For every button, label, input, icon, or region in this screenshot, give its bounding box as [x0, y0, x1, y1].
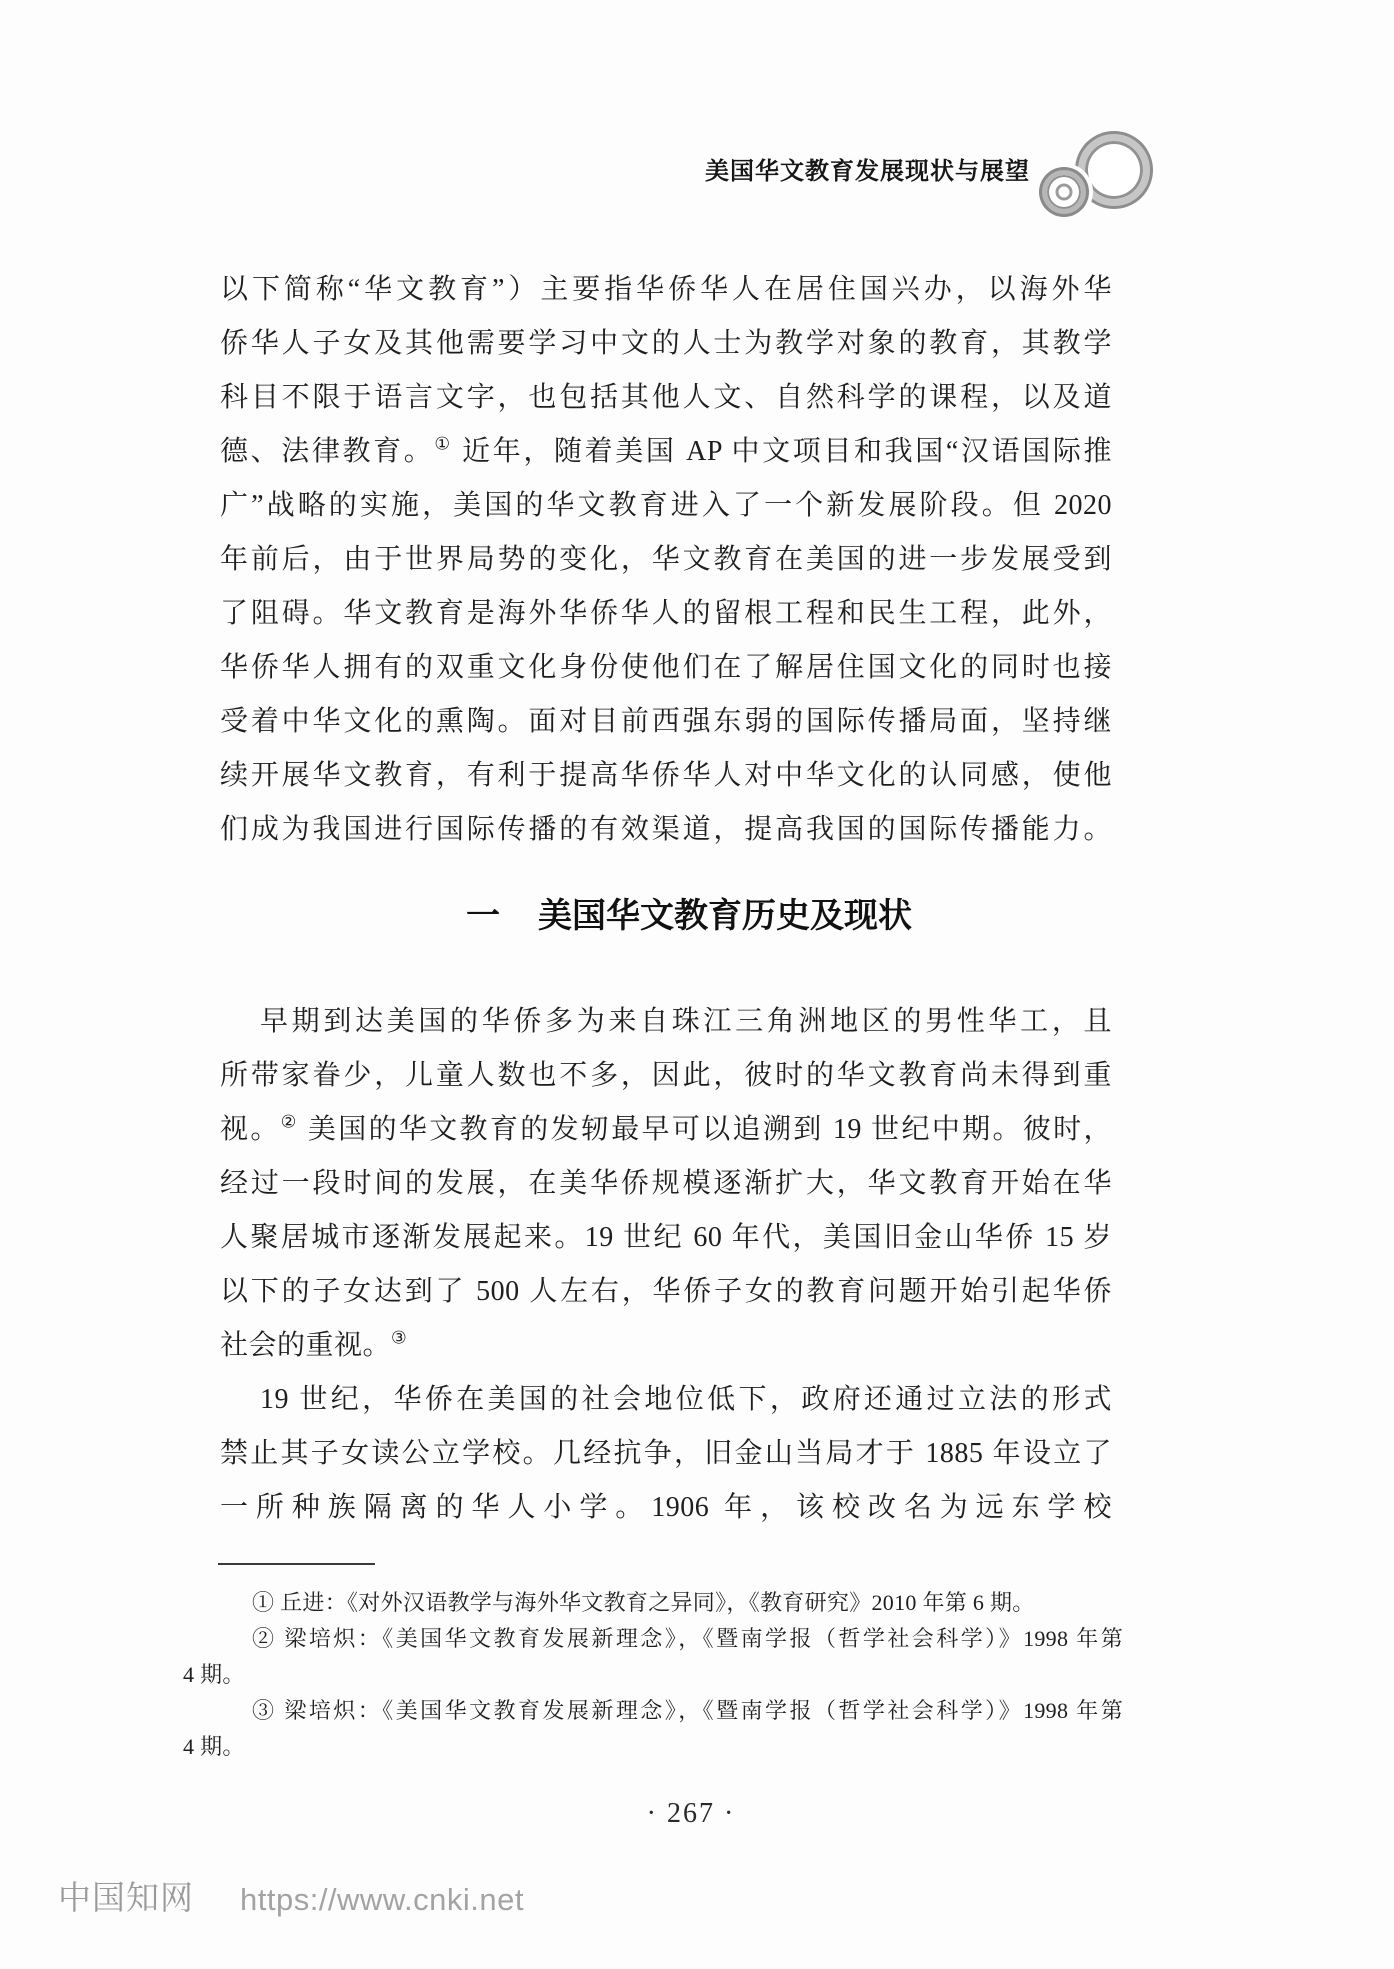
- text-line: 以下的子女达到了 500 人左右，华侨子女的教育问题开始引起华侨: [220, 1276, 1112, 1307]
- text-line: 一所种族隔离的华人小学。1906 年，该校改名为远东学校: [220, 1492, 1112, 1523]
- paragraph-1: [220, 263, 1112, 857]
- small-circle-icon: [1042, 170, 1086, 214]
- text-line: 以下简称“华文教育”）主要指华侨华人在居住国兴办，以海外华: [220, 274, 1112, 305]
- footnote-2-continuation: 4 期。: [183, 1662, 245, 1687]
- cnki-brand-label: 中国知网: [58, 1879, 194, 1916]
- paragraph-3: [220, 1373, 1112, 1535]
- text-line: 经过一段时间的发展，在美华侨规模逐渐扩大，华文教育开始在华: [220, 1168, 1112, 1199]
- text-line: 续开展华文教育，有利于提高华侨华人对中华文化的认同感，使他: [220, 760, 1112, 791]
- text-line: 广”战略的实施，美国的华文教育进入了一个新发展阶段。但 2020: [220, 490, 1112, 521]
- paragraph-2: [220, 995, 1112, 1373]
- text-line: 19 世纪，华侨在美国的社会地位低下，政府还通过立法的形式: [260, 1384, 1112, 1415]
- footnote-divider: [218, 1563, 375, 1565]
- footnotes: [183, 1585, 1123, 1765]
- circles-logo-icon: [1040, 128, 1164, 223]
- text-line: 视。② 美国的华文教育的发轫最早可以追溯到 19 世纪中期。彼时，: [220, 1112, 1112, 1145]
- running-header-title: 美国华文教育发展现状与展望: [705, 158, 1030, 185]
- footnote-3-line: ③ 梁培炽：《美国华文教育发展新理念》，《暨南学报（哲学社会科学）》1998 年第: [252, 1698, 1123, 1723]
- text-line: 年前后，由于世界局势的变化，华文教育在美国的进一步发展受到: [220, 544, 1112, 575]
- section-number: 一: [466, 897, 500, 935]
- text-line: 们成为我国进行国际传播的有效渠道，提高我国的国际传播能力。: [220, 814, 1112, 845]
- text-line: 所带家眷少，儿童人数也不多，因此，彼时的华文教育尚未得到重: [220, 1060, 1112, 1091]
- text-line: 侨华人子女及其他需要学习中文的人士为教学对象的教育，其教学: [220, 328, 1112, 359]
- text-line: 禁止其子女读公立学校。几经抗争，旧金山当局才于 1885 年设立了: [220, 1438, 1112, 1469]
- text-line: 德、法律教育。① 近年，随着美国 AP 中文项目和我国“汉语国际推: [220, 434, 1112, 467]
- text-line: 了阻碍。华文教育是海外华侨华人的留根工程和民生工程，此外，: [220, 598, 1112, 629]
- text-line: 社会的重视。③: [220, 1328, 408, 1361]
- text-line: 早期到达美国的华侨多为来自珠江三角洲地区的男性华工，且: [260, 1006, 1112, 1037]
- section-title: 美国华文教育历史及现状: [538, 897, 912, 935]
- footnote-2-line: ② 梁培炽：《美国华文教育发展新理念》，《暨南学报（哲学社会科学）》1998 年第: [252, 1626, 1123, 1651]
- section-heading: [220, 893, 1112, 939]
- text-line: 人聚居城市逐渐发展起来。19 世纪 60 年代，美国旧金山华侨 15 岁: [220, 1222, 1112, 1253]
- page-number: · 267 ·: [646, 1798, 736, 1829]
- footnote-3-continuation: 4 期。: [183, 1734, 245, 1759]
- footnote-1-line: ① 丘进：《对外汉语教学与海外华文教育之异同》，《教育研究》2010 年第 6 期。: [252, 1590, 1035, 1615]
- cnki-url-label: https://www.cnki.net: [240, 1882, 524, 1917]
- text-line: 受着中华文化的熏陶。面对目前西强东弱的国际传播局面，坚持继: [220, 706, 1112, 737]
- big-circle-icon: [1078, 134, 1150, 206]
- text-line: 科目不限于语言文字，也包括其他人文、自然科学的课程，以及道: [220, 382, 1112, 413]
- small-circle-inner-ring: [1056, 184, 1073, 201]
- text-line: 华侨华人拥有的双重文化身份使他们在了解居住国文化的同时也接: [220, 652, 1112, 683]
